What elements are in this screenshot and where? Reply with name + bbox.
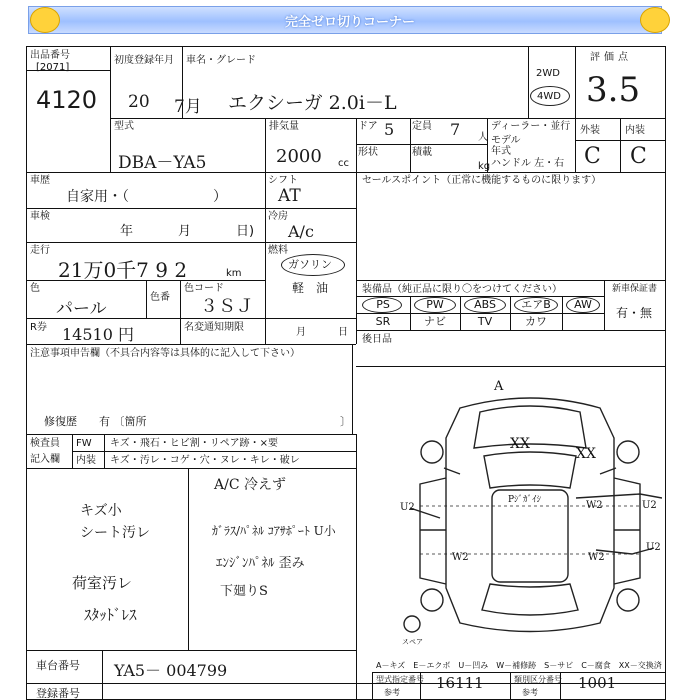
shift-label: シフト [268,175,298,186]
inspection-year: 年 [120,224,134,239]
type-designation-label: 型式指定番号 [376,675,424,684]
equip-tv: TV [477,315,493,328]
mark-xx-side: XX [576,446,596,462]
displacement-label: 排気量 [269,121,299,132]
equip-pw: PW [426,298,444,311]
recycle-value: 14510 円 [62,325,134,344]
car-name-value: エクシーガ 2.0i－L [228,92,397,114]
mark-pitch: Pｼﾞｶﾞｲｼ [508,495,542,505]
repair-label: 修復歴 有 〔箇所 [44,415,147,428]
ref-label-1: 参考 [384,688,400,697]
fuel-other: 軽 油 [292,281,329,295]
warranty-label: 新車保証書 [612,284,658,294]
doors-value: 5 [384,120,395,139]
rear-seat-label: 後日品 [362,334,392,345]
type-designation-value: 16111 [436,674,484,692]
mark-u2-a: U2 [642,500,657,511]
mark-xx-roof: XX [510,436,530,452]
auction-label: 出品番号 [30,50,70,61]
banner-title: 完全ゼロ切りコーナー [284,15,415,30]
model-value: DBA－YA5 [118,153,207,173]
equip-airbag: エアB [521,298,551,311]
model-year-label-a: モデル [491,135,521,146]
name-change-day: 日 [338,327,348,338]
fuel-selected: ガソリン [288,258,332,271]
note-left-3: 荷室汚レ [72,574,133,592]
drive-2wd-label: 2WD [536,68,560,79]
car-name-label: 車名・グレード [186,55,256,66]
aircon-label: 冷房 [268,211,288,222]
damage-legend: A－キズ E－エクボ U－凹み W－補修跡 S－サビ C－腐食 XX－交換済 [376,661,662,670]
notation-label: 記入欄 [30,454,60,465]
equip-leather: カワ [525,315,547,328]
first-reg-label: 初度登録年月 [114,55,174,66]
exterior-label: 外装 [580,125,600,136]
mark-w2-a: W2 [586,500,603,511]
kg-label: kg [478,161,491,172]
note-left-1: キズ小 [80,503,122,519]
equip-aw-circle [566,297,600,313]
category-no-label: 類別区分番号 [514,675,562,684]
interior-cond-label: 内装 [76,455,96,466]
eval-label: 評価点 [590,52,632,63]
chassis-value: YA5－ 004799 [114,661,228,680]
interior-cond-items: キズ・汚レ・コゲ・穴・ヌレ・キレ・破レ [110,455,300,466]
warranty-value: 有・無 [616,306,653,320]
reg-no-label: 登録番号 [36,687,80,700]
mileage-label: 走行 [30,245,50,256]
color-code-value: ３ＳＪ [200,296,254,317]
equip-aw: AW [574,298,592,311]
chassis-label: 車台番号 [36,659,80,672]
equip-abs-circle [464,297,506,313]
shape-label: 形状 [358,147,378,158]
repair-end: 〕 [340,415,351,428]
fuel-label: 燃料 [268,245,288,256]
car-damage-diagram [400,378,662,650]
category-no-value: 1001 [578,674,617,692]
capacity-value: 7 [450,120,461,139]
equip-ps: PS [376,298,390,311]
cc-label: cc [338,158,349,169]
note-right-2: ｶﾞﾗｽ/ﾊﾟﾈﾙ ｺｱｻﾎﾟｰﾄ U小 [212,524,336,538]
color-label: 色 [30,283,40,294]
mileage-value: 21万0千7 9 2 [58,258,188,282]
note-right-1: A/C 冷えず [214,477,286,493]
aircon-value: A/c [288,222,314,241]
equip-airbag-circle [514,297,558,313]
person-label: 人 [478,132,488,143]
dealer-label: ディーラー・並行 [491,121,571,132]
note-right-4: 下廻りS [220,584,268,599]
mark-u2-b: U2 [400,502,415,513]
equipment-label: 装備品（純正品に限り〇をつけてください） [362,284,562,295]
color-value: パール [56,299,107,319]
exterior-grade: C [584,144,601,169]
name-change-month: 月 [296,327,306,338]
equip-sr: SR [375,315,391,328]
mark-w2-b: W2 [452,552,469,563]
inspection-label: 車検 [30,211,50,222]
equip-navi: ナビ [424,315,446,328]
fw-items: キズ・飛石・ヒビ割・リペア跡・×要 [110,438,278,449]
notes-declare-label: 注意事項申告欄（不具合内容等は具体的に記入して下さい） [30,348,300,359]
mark-a: A [494,379,504,394]
auction-ref: [2071] [36,62,70,73]
fw-label: FW [76,438,92,449]
car-history-label: 車歴 [30,175,50,186]
inspector-label: 検査員 [30,438,60,449]
first-reg-month: 7月 [174,97,202,117]
doors-label: ドア [358,121,378,132]
note-left-2: シート汚レ [80,525,150,541]
recycle-label: R券 [30,322,47,333]
model-year-label-b: 年式 [491,146,511,157]
note-right-3: ｴﾝｼﾞﾝﾊﾟﾈﾙ 歪み [216,556,305,571]
km-label: km [226,268,242,279]
capacity-label: 定員 [412,121,432,132]
score-value: 3.5 [586,70,641,110]
interior-grade: C [630,144,647,169]
equip-abs: ABS [474,298,496,311]
lot-number: 4120 [36,86,98,114]
sales-point-label: セールスポイント（正常に機能するものに限ります） [362,175,602,186]
inspection-month: 月 [178,224,192,239]
drive-4wd-label: 4WD [537,91,561,102]
note-left-4: ｽﾀｯﾄﾞﾚｽ [84,606,137,624]
color-code-label: 色コード [184,283,224,294]
spare-label: スペア [402,638,423,646]
shift-value: AT [278,186,301,206]
displacement-value: 2000 [276,146,322,167]
inspection-day: 日) [236,224,255,239]
ref-label-2: 参考 [522,688,538,697]
first-reg-year: 20 [128,92,150,112]
mark-w2-c: W2 [588,552,605,563]
equip-pw-circle [414,297,456,313]
handle-label: ハンドル 左・右 [491,158,565,169]
use-value: 自家用・（ ） [66,189,227,205]
color-no-label: 色番 [150,292,170,303]
interior-label: 内装 [625,125,645,136]
equip-ps-circle [362,297,402,313]
load-label: 積載 [412,147,432,158]
name-change-label: 名変通知期限 [184,322,244,333]
mark-u2-c: U2 [646,542,661,553]
model-label: 型式 [114,121,134,132]
